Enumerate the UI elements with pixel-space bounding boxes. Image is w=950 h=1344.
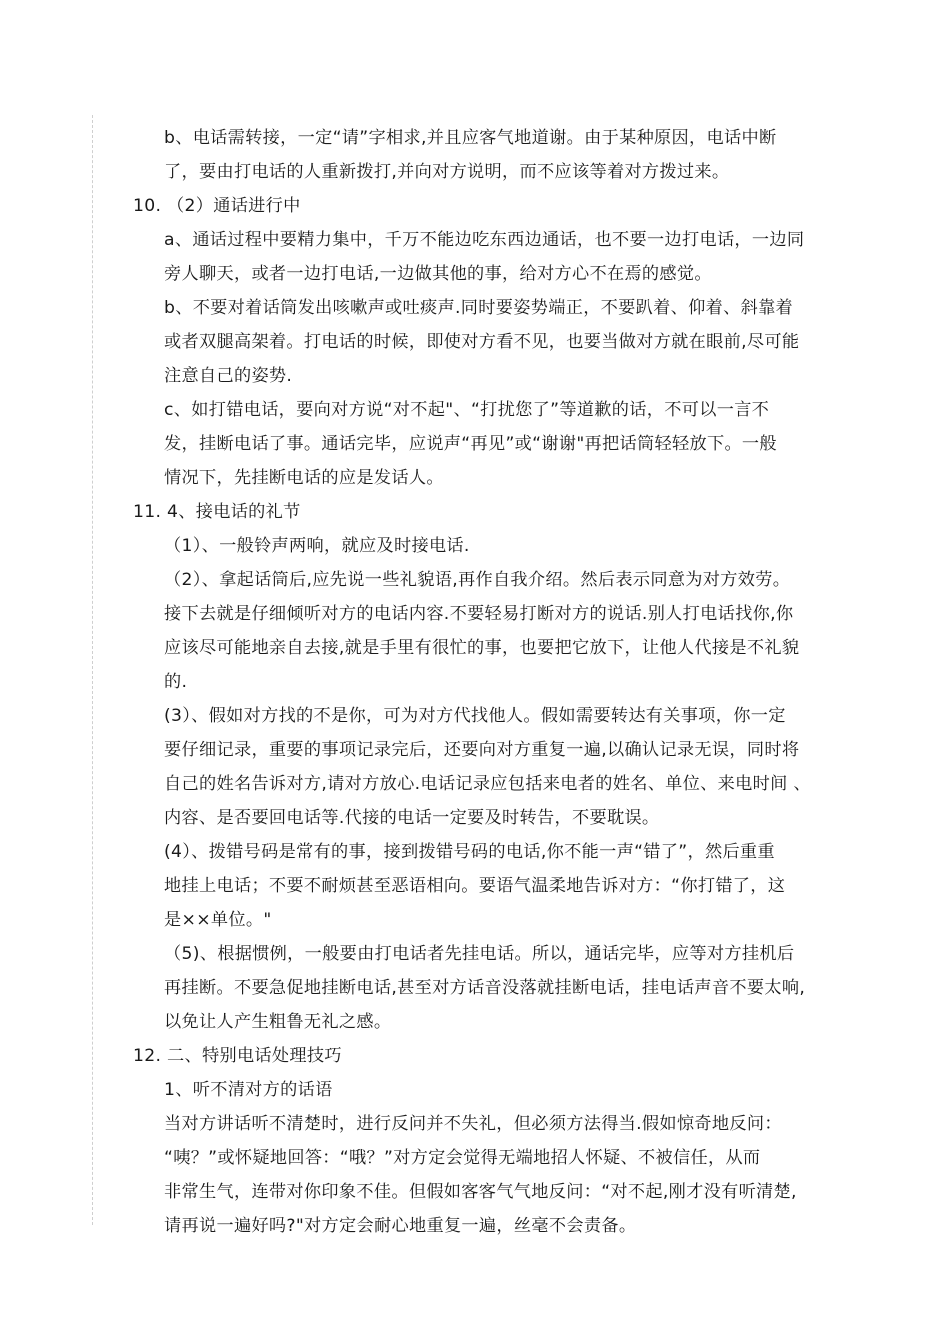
text-line: 或者双腿高架着。打电话的时候，即使对方看不见，也要当做对方就在眼前,尽可能 [164,332,800,352]
text-line: 发，挂断电话了事。通话完毕，应说声“再见”或“谢谢"再把话筒轻轻放下。一般 [164,434,777,454]
text-line: 当对方讲话听不清楚时，进行反问并不失礼，但必须方法得当.假如惊奇地反问： [164,1114,782,1134]
text-line: 注意自己的姿势. [164,366,293,386]
text-line: c、如打错电话，要向对方说“对不起"、“打扰您了”等道歉的话，不可以一言不 [164,400,770,420]
text-line: (4）、拨错号码是常有的事，接到拨错号码的电话,你不能一声“错了”，然后重重 [164,842,775,862]
text-line: 旁人聊天，或者一边打电话,一边做其他的事，给对方心不在焉的感觉。 [164,264,712,284]
text-line: 请再说一遍好吗?"对方定会耐心地重复一遍，丝毫不会责备。 [164,1216,637,1236]
text-line: 了，要由打电话的人重新拨打,并向对方说明，而不应该等着对方拨过来。 [164,162,730,182]
text-line: 要仔细记录，重要的事项记录完后，还要向对方重复一遍,以确认记录无误，同时将 [164,740,800,760]
text-line: （1）、一般铃声两响，就应及时接电话. [164,536,470,556]
text-line: 的. [164,672,188,692]
section-title: 1、听不清对方的话语 [164,1080,333,1100]
text-line: （2）、拿起话筒后,应先说一些礼貌语,再作自我介绍。然后表示同意为对方效劳。 [164,570,791,590]
list-heading-11: 11. 4、接电话的礼节 [133,502,301,522]
text-line: 是××单位。" [164,910,272,930]
text-line: a、通话过程中要精力集中，千万不能边吃东西边通话，也不要一边打电话，一边同 [164,230,805,250]
margin-rule [92,115,93,1225]
text-line: （5)、根据惯例，一般要由打电话者先挂电话。所以，通话完毕，应等对方挂机后 [164,944,795,964]
list-heading-12: 12. 二、特别电话处理技巧 [133,1046,342,1066]
text-line: 应该尽可能地亲自去接,就是手里有很忙的事，也要把它放下，让他人代接是不礼貌 [164,638,800,658]
text-line: (3）、假如对方找的不是你，可为对方代找他人。假如需要转达有关事项，你一定 [164,706,786,726]
text-line: 接下去就是仔细倾听对方的电话内容.不要轻易打断对方的说话.别人打电话找你,你 [164,604,794,624]
text-line: 地挂上电话；不要不耐烦甚至恶语相向。要语气温柔地告诉对方：“你打错了，这 [164,876,786,896]
list-heading-10: 10. （2）通话进行中 [133,196,301,216]
text-line: 非常生气，连带对你印象不佳。但假如客客气气地反问：“对不起,刚才没有听清楚, [164,1182,797,1202]
text-line: b、电话需转接，一定“请”字相求,并且应客气地道谢。由于某种原因，电话中断 [164,128,777,148]
text-line: 自己的姓名告诉对方,请对方放心.电话记录应包括来电者的姓名、单位、来电时间 、 [164,774,811,794]
text-line: 再挂断。不要急促地挂断电话,甚至对方话音没落就挂断电话，挂电话声音不要太响, [164,978,806,998]
text-line: b、不要对着话筒发出咳嗽声或吐痰声.同时要姿势端正，不要趴着、仰着、斜靠着 [164,298,794,318]
text-line: 以免让人产生粗鲁无礼之感。 [164,1012,392,1032]
text-line: 内容、是否要回电话等.代接的电话一定要及时转告，不要耽误。 [164,808,660,828]
text-line: 情况下，先挂断电话的应是发话人。 [164,468,444,488]
text-line: “咦？”或怀疑地回答：“哦？”对方定会觉得无端地招人怀疑、不被信任，从而 [164,1148,761,1168]
